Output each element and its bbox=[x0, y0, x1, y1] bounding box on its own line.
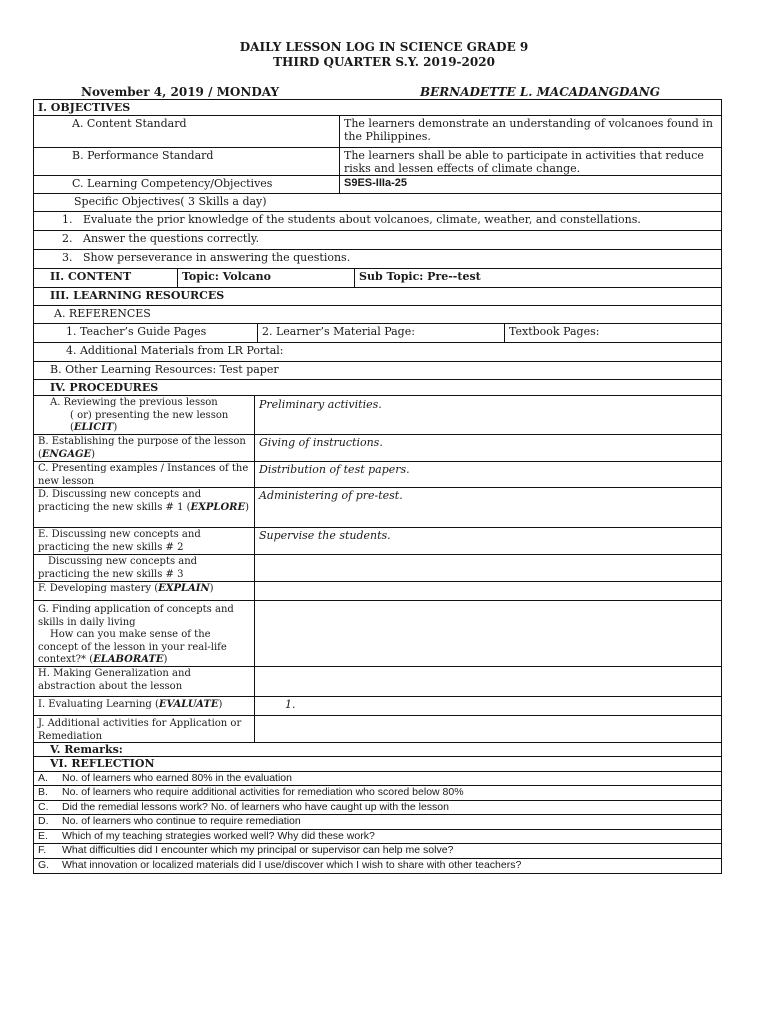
other-resources-row bbox=[33, 362, 722, 380]
reflection-letter: E. bbox=[38, 830, 48, 842]
learners-material-label: 2. Learner’s Material Page: bbox=[257, 324, 504, 342]
objectives-heading-row bbox=[33, 99, 722, 116]
procedure-a-label-1: A. Reviewing the previous lesson bbox=[50, 397, 218, 408]
reflection-item bbox=[33, 830, 722, 844]
procedure-g-label-2: How can you make sense of the concept of the lesson in your real-life context?* ( bbox=[38, 629, 227, 665]
procedures-heading-row bbox=[33, 380, 722, 396]
additional-materials-label: 4. Additional Materials from LR Portal: bbox=[66, 344, 284, 357]
procedure-b-value: Giving of instructions. bbox=[254, 435, 721, 461]
specific-objective-number: 2. bbox=[62, 232, 73, 245]
reflection-text: No. of learners who require additional activities for remediation who scored below 80% bbox=[62, 786, 464, 798]
textbook-label: Textbook Pages: bbox=[504, 324, 721, 342]
specific-objective-text: Evaluate the prior knowledge of the students about volcanoes, climate, weather, and constellations. bbox=[83, 213, 641, 226]
procedure-b-label: B. Establishing the purpose of the lesson ( bbox=[38, 436, 246, 460]
procedure-row-e bbox=[33, 528, 722, 555]
specific-objective-item bbox=[33, 250, 722, 269]
content-subtopic: Sub Topic: Pre--test bbox=[354, 269, 721, 287]
performance-standard-row bbox=[33, 148, 722, 176]
procedure-row-h bbox=[33, 667, 722, 697]
lesson-log-table bbox=[33, 99, 722, 874]
performance-standard-label: B. Performance Standard bbox=[72, 149, 214, 162]
content-row bbox=[33, 269, 722, 288]
reflection-text: Did the remedial lessons work? No. of learners who have caught up with the lesson bbox=[62, 801, 449, 813]
reflection-letter: G. bbox=[38, 859, 50, 871]
reflection-letter: A. bbox=[38, 772, 48, 784]
procedure-a-tag: ELICIT bbox=[73, 422, 114, 433]
competency-code: S9ES-IIIa-25 bbox=[339, 176, 721, 193]
reflection-text: Which of my teaching strategies worked well? Why did these work? bbox=[62, 830, 375, 842]
content-topic: Topic: Volcano bbox=[177, 269, 354, 287]
procedure-j-label: J. Additional activities for Application or Remediation bbox=[38, 718, 242, 742]
content-heading: II. CONTENT bbox=[50, 270, 132, 283]
procedure-i-tag: EVALUATE bbox=[158, 699, 219, 710]
specific-objective-text: Show perseverance in answering the questions. bbox=[83, 251, 351, 264]
procedure-row-c bbox=[33, 462, 722, 488]
reflection-letter: D. bbox=[38, 815, 49, 827]
reflection-text: What difficulties did I encounter which my principal or supervisor can help me solve? bbox=[62, 844, 454, 856]
reflection-letter: F. bbox=[38, 844, 47, 856]
competency-label: C. Learning Competency/Objectives bbox=[72, 177, 273, 190]
procedure-f-label: F. Developing mastery ( bbox=[38, 583, 159, 594]
reflection-item bbox=[33, 772, 722, 786]
procedure-e-label: E. Discussing new concepts and practicing the new skills # 2 bbox=[38, 529, 201, 553]
procedures-heading: IV. PROCEDURES bbox=[50, 381, 159, 394]
procedure-d-tag: EXPLORE bbox=[190, 501, 246, 513]
specific-objective-text: Answer the questions correctly. bbox=[83, 232, 260, 245]
reflection-item bbox=[33, 786, 722, 801]
references-heading: A. REFERENCES bbox=[54, 307, 151, 320]
reflection-letter: B. bbox=[38, 786, 48, 798]
reflection-letter: C. bbox=[38, 801, 49, 813]
specific-objectives-row bbox=[33, 194, 722, 212]
procedure-row-g: G. Finding application of concepts and skills in daily living How can you make sense of the concept of the lesson in your real-life context?* (ELABORATE) bbox=[33, 601, 722, 667]
resources-heading: III. LEARNING RESOURCES bbox=[50, 289, 225, 302]
performance-standard-text: The learners shall be able to participate in activities that reduce risks and lessen effects of climate change. bbox=[339, 148, 721, 175]
reference-pages-row bbox=[33, 324, 722, 343]
procedure-row-e3 bbox=[33, 555, 722, 582]
document-subtitle: THIRD QUARTER S.Y. 2019-2020 bbox=[273, 55, 495, 69]
reflection-text: No. of learners who continue to require remediation bbox=[62, 815, 301, 827]
procedure-b-tag: ENGAGE bbox=[41, 448, 92, 460]
document-title: DAILY LESSON LOG IN SCIENCE GRADE 9 bbox=[239, 40, 529, 54]
content-standard-row bbox=[33, 116, 722, 148]
specific-objective-number: 1. bbox=[62, 213, 73, 226]
procedure-g-label-1: G. Finding application of concepts and skills in daily living bbox=[38, 604, 234, 628]
procedure-a-value: Preliminary activities. bbox=[254, 396, 721, 434]
resources-heading-row bbox=[33, 288, 722, 306]
content-standard-text: The learners demonstrate an understanding of volcanoes found in the Philippines. bbox=[339, 116, 721, 147]
procedure-f-tag: EXPLAIN bbox=[158, 583, 210, 594]
reflection-item bbox=[33, 815, 722, 830]
content-standard-label: A. Content Standard bbox=[72, 117, 187, 130]
procedure-d-label: D. Discussing new concepts and practicing the new skills # 1 ( bbox=[38, 489, 202, 513]
procedure-i-value: 1. bbox=[254, 697, 721, 715]
procedure-row-a: A. Reviewing the previous lesson ( or) presenting the new lesson (ELICIT) Preliminary activities. bbox=[33, 396, 722, 435]
reflection-heading-row bbox=[33, 757, 722, 772]
procedure-row-d: D. Discussing new concepts and practicing the new skills # 1 (EXPLORE) Administering of pre-test. bbox=[33, 488, 722, 528]
specific-objective-number: 3. bbox=[62, 251, 73, 264]
teachers-guide-label: 1. Teacher’s Guide Pages bbox=[66, 325, 207, 338]
procedure-d-value: Administering of pre-test. bbox=[254, 488, 721, 527]
procedure-e3-label: Discussing new concepts and practicing the new skills # 3 bbox=[38, 556, 198, 580]
procedure-row-f: F. Developing mastery (EXPLAIN) bbox=[33, 582, 722, 601]
procedure-row-i: I. Evaluating Learning (EVALUATE) 1. bbox=[33, 697, 722, 716]
competency-row bbox=[33, 176, 722, 194]
teacher-name: BERNADETTE L. MACADANGDANG bbox=[420, 85, 660, 99]
procedure-c-value: Distribution of test papers. bbox=[254, 462, 721, 487]
additional-materials-row bbox=[33, 343, 722, 362]
procedure-i-label: I. Evaluating Learning ( bbox=[38, 699, 159, 710]
references-row bbox=[33, 306, 722, 324]
procedure-a-label-2: ( or) presenting the new lesson bbox=[70, 409, 229, 421]
procedure-e-value: Supervise the students. bbox=[254, 528, 721, 554]
lesson-date: November 4, 2019 / MONDAY bbox=[81, 85, 280, 99]
reflection-item bbox=[33, 859, 722, 874]
specific-objectives-label: Specific Objectives( 3 Skills a day) bbox=[74, 195, 267, 208]
remarks-heading: V. Remarks: bbox=[50, 743, 123, 756]
reflection-item bbox=[33, 801, 722, 815]
remarks-row bbox=[33, 743, 722, 757]
procedure-c-label: C. Presenting examples / Instances of the new lesson bbox=[38, 463, 249, 487]
reflection-heading: VI. REFLECTION bbox=[50, 757, 155, 770]
procedure-g-tag: ELABORATE bbox=[93, 654, 164, 665]
reflection-text: What innovation or localized materials did I use/discover which I wish to share with other teachers? bbox=[62, 859, 522, 871]
procedure-row-b: B. Establishing the purpose of the lesson (ENGAGE) Giving of instructions. bbox=[33, 435, 722, 462]
procedure-h-label: H. Making Generalization and abstraction about the lesson bbox=[38, 668, 191, 692]
reflection-item bbox=[33, 844, 722, 859]
objectives-heading: I. OBJECTIVES bbox=[38, 101, 131, 114]
other-resources-label: B. Other Learning Resources: Test paper bbox=[50, 363, 279, 376]
specific-objective-item bbox=[33, 231, 722, 250]
specific-objective-item bbox=[33, 212, 722, 231]
procedure-row-j bbox=[33, 716, 722, 743]
reflection-text: No. of learners who earned 80% in the evaluation bbox=[62, 772, 292, 784]
